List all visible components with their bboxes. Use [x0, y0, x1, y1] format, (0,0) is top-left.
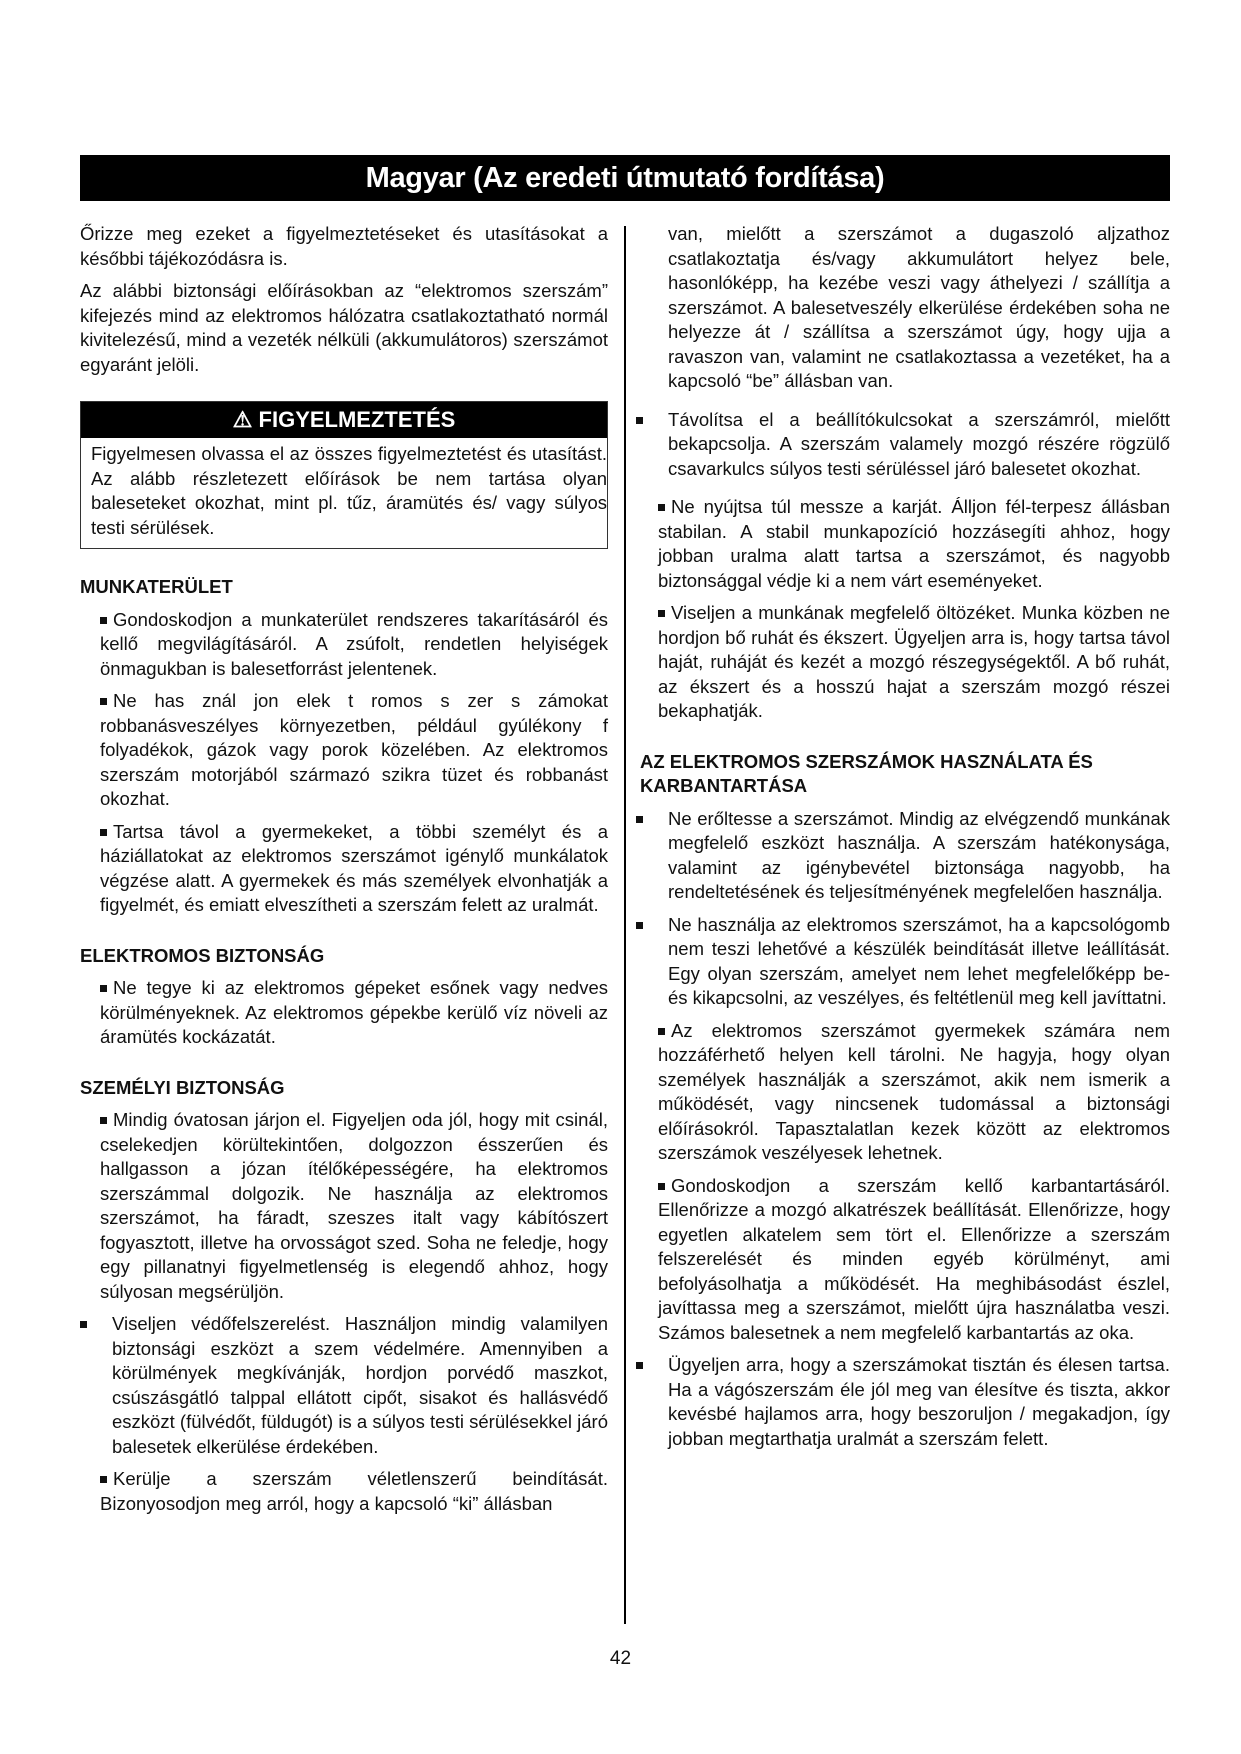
- page-number: 42: [609, 1648, 632, 1669]
- list-item-text: Ne nyújtsa túl messze a karját. Álljon fél-terpesz állásban stabilan. A stabil munkapozíció hozzásegíti ahhoz, hogy jobban uralma alatt tartsa a szerszámot, és nagyobb biztonsággal védje ki a nem várt eseményeket.: [658, 496, 1170, 591]
- list-item: [658, 495, 1170, 593]
- bullet-icon: [658, 1183, 665, 1190]
- list-item: [636, 1353, 1170, 1451]
- list-item: [80, 976, 608, 1050]
- section-heading: SZEMÉLYI BIZTONSÁG: [80, 1076, 285, 1098]
- list-item: [658, 1174, 1170, 1346]
- continued-paragraph: van, mielőtt a szerszámot a dugaszoló aljzathoz csatlakoztatja és/vagy akkumulátort helyez bele, hasonlóképp, ha kezébe veszi vagy áthelyezi / szállítja a szerszámot. A balesetveszély elkerülése érdekében soha ne helyezze át / szállítsa a szerszámot úgy, hogy ujja a ravaszon van, valamint ne csatlakoztassa a vezetéket, ha a kapcsoló “be” állásban van.: [668, 223, 1170, 391]
- list-item-text: Kerülje a szerszám véletlenszerű beindítását. Bizonyosodjon meg arról, hogy a kapcsoló “ki” állásban: [100, 1468, 608, 1514]
- bullet-icon: [636, 417, 643, 424]
- list-item: [80, 1467, 608, 1516]
- bullet-icon: [100, 1117, 107, 1124]
- list-item-text: Tartsa távol a gyermekeket, a többi személyt és a háziállatokat az elektromos szerszámot igénylő munkálatok végzése alatt. A gyermekek és más személyek elvonhatják a figyelmét, és emiatt elveszítheti a szerszám felett az uralmát.: [100, 820, 608, 915]
- list-item-text: Ne tegye ki az elektromos gépeket esőnek vagy nedves körülményeknek. Az elektromos gépekbe kerülő víz növeli az áramütés kockázatát.: [100, 977, 608, 1047]
- list-item-text: Gondoskodjon a munkaterület rendszeres takarításáról és kellő megvilágításáról. A zsúfolt, rendetlen helyiségek önmagukban is balesetforrást jelentenek.: [100, 608, 608, 679]
- bullet-icon: [658, 1028, 665, 1035]
- bullet-icon: [100, 829, 107, 836]
- section-heading: ELEKTROMOS BIZTONSÁG: [80, 944, 325, 966]
- list-item: [80, 689, 608, 812]
- bullet-icon: [658, 610, 665, 617]
- list-item: [80, 820, 608, 918]
- list-item-text: Ügyeljen arra, hogy a szerszámokat tisztán és élesen tartsa. Ha a vágószerszám éle jól meg van élesítve és tiszta, akkor kevésbé hajlamos arra, hogy beszoruljon / megakadjon, így jobban megtarthatja uralmát a szerszám felett.: [668, 1354, 1170, 1449]
- list-item-text: Viseljen védőfelszerelést. Használjon mindig valamilyen biztonsági eszközt a szem védelmére. Amennyiben a körülmények megkívánják, hordjon porvédő maszkot, csúszásgátló talppal ellátott cipőt, sisakot és hallásvédő eszközt (fülvédőt, füldugót) is a súlyos testi sérülésekkel járó balesetek elkerülése érdekében.: [112, 1313, 608, 1457]
- section-heading: AZ ELEKTROMOS SZERSZÁMOK HASZNÁLATA ÉS KARBANTARTÁSA: [640, 750, 1093, 796]
- list-item-text: Mindig óvatosan járjon el. Figyeljen oda jól, hogy mit csinál, cselekedjen körültekintően, dolgozzon ésszerűen és hallgasson a józan ítélőképességére, ha elektromos szerszámmal dolgozik. Ne használja az elektromos szerszámot, ha fáradt, szeszes italt vagy kábítószert fogyasztott, illetve ha orvosságot szed. Soha ne feledje, hogy egy pillanatnyi figyelmetlenség is elegendő ahhoz, hogy súlyosan megsérüljön.: [100, 1109, 608, 1302]
- list-item-text: Ne használja az elektromos szerszámot, ha a kapcsológomb nem teszi lehetővé a készülék beindítását illetve leállítását. Egy olyan szerszám, amelyet nem lehet megfelelőképp be- és kikapcsolni, az veszélyes, és feltétlenül meg kell javíttatni.: [668, 913, 1170, 1008]
- warning-header: [81, 402, 607, 438]
- warning-box: [80, 401, 608, 549]
- list-item: [658, 601, 1170, 724]
- list-item: [80, 1108, 608, 1304]
- left-column: [80, 222, 608, 1524]
- bullet-icon: [100, 698, 107, 705]
- intro-paragraph: Őrizze meg ezeket a figyelmeztetéseket és utasításokat a későbbi tájékozódásra is.: [80, 223, 608, 269]
- bullet-icon: [636, 922, 643, 929]
- page-title: Magyar (Az eredeti útmutató fordítása): [80, 155, 1170, 201]
- intro-paragraph: Az alábbi biztonsági előírásokban az “elektromos szerszám” kifejezés mind az elektromos hálózatra csatlakoztatható normál kivitelezésű, mind a vezeték nélküli (akkumulátoros) szerszámot egyaránt jelöli.: [80, 280, 608, 375]
- bullet-icon: [658, 504, 665, 511]
- bullet-icon: [100, 985, 107, 992]
- warning-text: Figyelmesen olvassa el az összes figyelmeztetést és utasítást. Az alább részletezett előírások be nem tartása olyan baleseteket okozhat, mint pl. tűz, áramütés és/ vagy súlyos testi sérülések.: [91, 443, 607, 538]
- column-divider: [624, 226, 626, 1624]
- list-item: [636, 408, 1170, 482]
- list-item: [658, 1019, 1170, 1166]
- list-item-text: Gondoskodjon a szerszám kellő karbantartásáról. Ellenőrizze a mozgó alkatrészek beállítását. Ellenőrizze, hogy egyetlen alkatelem sem tört el. Ellenőrizze a szerszám felszerelését és minden egyéb körülményt, ami befolyásolhatja a működését. Ha meghibásodást észlel, javíttassa meg a szerszámot, mielőtt újra használatba veszi. Számos balesetnek a nem megfelelő karbantartás az oka.: [658, 1174, 1170, 1343]
- bullet-icon: [636, 816, 643, 823]
- bullet-icon: [80, 1321, 87, 1328]
- list-item: [80, 1312, 608, 1459]
- right-column: [640, 222, 1170, 1459]
- list-item-text: Ne erőltesse a szerszámot. Mindig az elvégzendő munkának megfelelő eszközt használja. A szerszám hatékonysága, valamint az igénybevétel biztonsága nagyobb, ha rendeltetésének és teljesítményének megfelelően használja.: [668, 807, 1170, 902]
- warning-title: FIGYELMEZTETÉS: [258, 407, 456, 432]
- list-item: [80, 608, 608, 682]
- list-item-text: Viseljen a munkának megfelelő öltözéket. Munka közben ne hordjon bő ruhát és ékszert. Ügyeljen arra is, hogy tartsa távol haját, ruháját és kezét a mozgó részegységektől. A bő ruhát, az ékszert és a hosszú hajat a szerszám mozgó részei bekaphatják.: [658, 602, 1170, 721]
- bullet-icon: [100, 617, 107, 624]
- section-heading: MUNKATERÜLET: [80, 576, 233, 597]
- list-item: [636, 807, 1170, 905]
- list-item: [636, 913, 1170, 1011]
- list-item-text: Ne has znál jon elek t romos s zer s zámokat robbanásveszélyes környezetben, például gyúlékony f folyadékok, gázok vagy porok közelében. Az elektromos szerszám motorjából származó szikra tüzet és robbanást okozhat.: [100, 690, 608, 809]
- warning-triangle-icon: ⚠: [232, 407, 253, 432]
- list-item-text: Az elektromos szerszámot gyermekek számára nem hozzáférhető helyen kell tárolni. Ne hagyja, hogy olyan személyek használják a szerszámot, akik nem ismerik a működését, vagy nincsenek tudomással a biztonsági előírásokról. Tapasztalatlan kezek között az elektromos szerszámok veszélyesek lehetnek.: [658, 1019, 1170, 1163]
- bullet-icon: [100, 1476, 107, 1483]
- bullet-icon: [636, 1362, 643, 1369]
- list-item-text: Távolítsa el a beállítókulcsokat a szerszámról, mielőtt bekapcsolja. A szerszám valamely mozgó részére rögzülő csavarkulcs súlyos testi sérüléssel járó balesetet okozhat.: [668, 408, 1170, 479]
